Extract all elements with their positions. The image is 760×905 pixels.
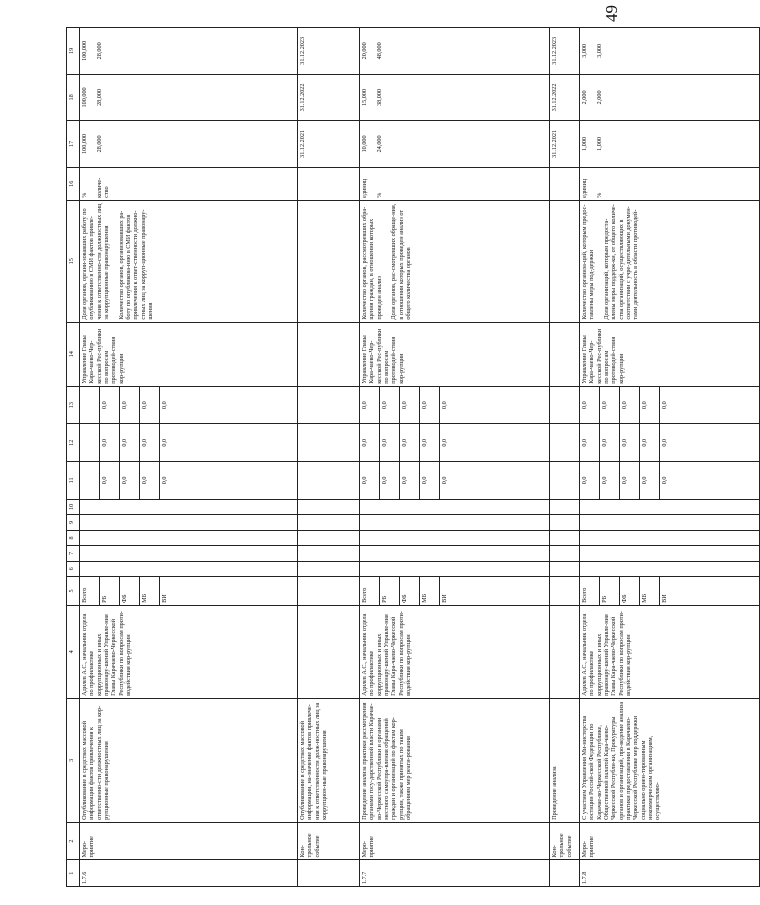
funding-source-label: ВИ	[161, 594, 168, 603]
empty-cell-col-10	[360, 499, 550, 514]
funding-source-label: МБ	[420, 577, 440, 605]
funding-source-label: МБ	[140, 577, 160, 605]
column-number-15: 15	[67, 200, 80, 322]
funding-value: 0,0	[140, 462, 160, 499]
table-body	[80, 28, 760, 887]
funding-source-label: ФБ	[120, 577, 140, 605]
funding-value: 0,0	[661, 401, 668, 409]
funding-source-label: ВИ	[661, 594, 668, 603]
column-number-9: 9	[67, 515, 80, 530]
column-number-4: 4	[67, 605, 80, 698]
indicator-value-2023: 20,000 48,000	[360, 28, 550, 75]
funding-source-label: РБ	[600, 577, 620, 605]
funding-value: 0,0	[600, 462, 620, 499]
measure-row	[360, 28, 550, 887]
empty-cell-col-8	[360, 530, 550, 545]
funding-values-cell	[80, 386, 298, 424]
funding-source-label: ФБ	[620, 577, 640, 605]
funding-values-cell	[580, 462, 760, 500]
funding-value: 0,0	[661, 476, 668, 485]
funding-value: 0,0	[161, 438, 168, 447]
empty-cell-col-8	[298, 530, 360, 545]
measure-name: Проведение анализа практики рассмотрения органами госу-дарственной власти Карачае-во-Черкесской Республики и органами местного самоупра-вления обращений граждан и организаций по фактам кор-рупции, также принятых по таким обращениям мер реаги-рования	[360, 698, 550, 822]
funding-value: 0,0	[600, 424, 620, 461]
column-number-6: 6	[67, 561, 80, 576]
indicator-description	[550, 200, 580, 322]
funding-value: 0,0	[640, 387, 660, 424]
empty-cell-col-10	[550, 499, 580, 514]
empty-cell-col-9	[580, 515, 760, 530]
funding-value: 0,0	[620, 424, 640, 461]
funding-value: 0,0	[441, 438, 448, 447]
empty-cell-col-11	[298, 462, 360, 500]
row-type: Меро- приятие	[580, 822, 760, 860]
empty-cell-col-10	[80, 499, 298, 514]
funding-value: 0,0	[400, 462, 420, 499]
funding-value: 0,0	[100, 387, 120, 424]
funding-value: 0,0	[620, 387, 640, 424]
funding-value: 0,0	[140, 387, 160, 424]
responsible-person: Адилев А.С., начальник отдела по профилактике коррупционных и иных правонару-шений Управле-ния Главы Карачаево-Черкесской Республики по вопросам проти-водействия кор-рупции	[80, 605, 298, 698]
funding-source-label: ВИ	[441, 594, 448, 603]
empty-cell-col-7	[550, 546, 580, 561]
funding-value: 0,0	[400, 424, 420, 461]
empty-cell-col-7	[360, 546, 550, 561]
indicator-value-2022: 31.12.2022	[298, 74, 360, 120]
funding-source-label: Всего	[580, 577, 600, 605]
row-type: Меро- приятие	[80, 822, 298, 860]
funding-value: 0,0	[380, 424, 400, 461]
indicator-unit: единиц %	[580, 167, 760, 200]
empty-cell-col-11	[550, 462, 580, 500]
executor	[298, 322, 360, 386]
indicator-value-2021: 1,000 1,000	[580, 121, 760, 167]
column-number-8: 8	[67, 530, 80, 545]
funding-value: 0,0	[360, 424, 380, 461]
column-number-17: 17	[67, 121, 80, 167]
column-number-16: 16	[67, 167, 80, 200]
indicator-value-2021: 31.12.2021	[298, 121, 360, 167]
empty-cell-col-5	[298, 577, 360, 606]
row-number: 1.7.6	[80, 860, 298, 887]
funding-source-label: МБ	[640, 577, 660, 605]
column-number-10: 10	[67, 499, 80, 514]
column-number-7: 7	[67, 546, 80, 561]
empty-cell-col-8	[550, 530, 580, 545]
indicator-value-2022: 2,000 2,000	[580, 74, 760, 120]
funding-value: 0,0	[161, 476, 168, 485]
funding-value: 0,0	[600, 387, 620, 424]
indicator-description: Доля органов, органи-зовавших работу по опубликованию в СМИ фактов привле-чения к ответственно-сти должностных лиц за коррупционные правонарушения Количество органов, организовавших ра-боту по опубликова-нию в СМИ фактов привлечения к ответ-ственности должно-стных лиц за корруп-ционные правонару-шения	[80, 200, 298, 322]
funding-source-cell	[80, 577, 298, 606]
funding-values-cell	[360, 462, 550, 500]
row-number	[298, 860, 360, 887]
measure-row	[580, 28, 760, 887]
indicator-value-2023: 100,000 28,000	[80, 28, 298, 75]
empty-cell-col-7	[80, 546, 298, 561]
control-event-row	[550, 28, 580, 887]
row-type: Кон-трольное событие	[550, 822, 580, 860]
empty-cell-col-6	[550, 561, 580, 576]
responsible-person	[550, 605, 580, 698]
funding-value	[80, 387, 100, 424]
executor	[550, 322, 580, 386]
empty-cell-col-9	[360, 515, 550, 530]
funding-values-cell	[360, 424, 550, 462]
empty-cell-col-7	[298, 546, 360, 561]
indicator-value-2023: 31.12.2023	[550, 28, 580, 75]
funding-value: 0,0	[400, 387, 420, 424]
indicator-description: Количество организа-ций, которым предос-тавлены меры под-держки Доля организаций, которым предоста-влены меры поддерж-ки, от общего количе-ства организаций, осуществляющих в соответствии с учре-дительными докумен-тами деятельность в области противодей-	[580, 200, 760, 322]
measure-row	[80, 28, 298, 887]
funding-source-label: Всего	[360, 577, 380, 605]
funding-source-label: РБ	[100, 577, 120, 605]
indicator-unit: % количе-ство	[80, 167, 298, 200]
measure-name: Опубликование в средствах массовой информации фактов привлечения к ответственно-сти должностных лиц за кор-рупционные правонарушения	[80, 698, 298, 822]
funding-value: 0,0	[100, 424, 120, 461]
program-table	[66, 27, 760, 887]
indicator-unit: единиц %	[360, 167, 550, 200]
indicator-unit	[298, 167, 360, 200]
row-type: Кон-трольное событие	[298, 822, 360, 860]
control-event-row	[298, 28, 360, 887]
empty-cell-col-12	[550, 424, 580, 462]
funding-value	[80, 462, 100, 499]
indicator-value-2023: 3,000 3,000	[580, 28, 760, 75]
funding-values-cell	[580, 386, 760, 424]
empty-cell-col-13	[550, 386, 580, 424]
funding-value: 0,0	[420, 424, 440, 461]
empty-cell-col-6	[298, 561, 360, 576]
funding-source-label: ФБ	[400, 577, 420, 605]
column-number-3: 3	[67, 698, 80, 822]
empty-cell-col-12	[298, 424, 360, 462]
empty-cell-col-9	[550, 515, 580, 530]
empty-cell-col-9	[298, 515, 360, 530]
funding-values-cell	[580, 424, 760, 462]
empty-cell-col-5	[550, 577, 580, 606]
funding-source-label: РБ	[380, 577, 400, 605]
funding-value: 0,0	[140, 424, 160, 461]
funding-values-cell	[80, 462, 298, 500]
measure-name: Проведение анализа	[550, 698, 580, 822]
funding-value: 0,0	[380, 387, 400, 424]
responsible-person: Адилев А.С., начальник отдела по профилактике коррупционных и иных правонару-шений Управле-ния Главы Кара-чаево-Черкесской Республики по вопросам проти-водействия кор-рупции	[360, 605, 550, 698]
funding-source-label: Всего	[80, 577, 100, 605]
row-type: Меро- приятие	[360, 822, 550, 860]
column-number-13: 13	[67, 386, 80, 424]
funding-value: 0,0	[620, 462, 640, 499]
column-number-12: 12	[67, 424, 80, 462]
funding-values-cell	[360, 386, 550, 424]
funding-value: 0,0	[120, 424, 140, 461]
indicator-value-2022: 100,000 28,000	[80, 74, 298, 120]
column-number-11: 11	[67, 462, 80, 500]
indicator-value-2022: 31.12.2022	[550, 74, 580, 120]
funding-value: 0,0	[580, 462, 600, 499]
funding-value: 0,0	[360, 462, 380, 499]
funding-value: 0,0	[580, 387, 600, 424]
indicator-value-2022: 15,000 38,000	[360, 74, 550, 120]
funding-value: 0,0	[580, 424, 600, 461]
column-number-14: 14	[67, 322, 80, 386]
empty-cell-col-6	[360, 561, 550, 576]
indicator-description: Количество органов, рассмотревших обра-щения граждан, в отношении которых проведен анализ Доля органов, рас-смотревших обраще-ния, в отношении которых проведен анализ от общего количества органов	[360, 200, 550, 322]
indicator-unit	[550, 167, 580, 200]
funding-value: 0,0	[100, 462, 120, 499]
funding-value: 0,0	[420, 462, 440, 499]
funding-value: 0,0	[441, 401, 448, 409]
indicator-value-2023: 31.12.2023	[298, 28, 360, 75]
measure-name: С участием Управления Ми-нистерства юстиции Россий-ской Федерации по Карачае-во-Черкесской Республике, Общественной палатой Кара-чаево-Черкесской Республи-ки, Прокуратуры органов и организаций, про-ведение анализа практики предоставления в Карачаево-Черкесской Республике мер поддержки социально ориен-тированным некоммерческим организациям, осуществляю-	[580, 698, 760, 822]
funding-value: 0,0	[640, 462, 660, 499]
funding-value: 0,0	[420, 387, 440, 424]
empty-cell-col-6	[580, 561, 760, 576]
column-number-header	[67, 28, 80, 887]
empty-cell-col-8	[80, 530, 298, 545]
empty-cell-col-10	[580, 499, 760, 514]
indicator-description	[298, 200, 360, 322]
column-number-19: 19	[67, 28, 80, 75]
indicator-value-2021: 100,000 28,000	[80, 121, 298, 167]
funding-values-cell	[80, 424, 298, 462]
funding-value: 0,0	[360, 387, 380, 424]
empty-cell-col-7	[580, 546, 760, 561]
measure-name: Опубликование в средствах массовой информации, на-значение фактов привлече-ния к ответственности долж-ностных лиц за коррупцион-ные правонарушения	[298, 698, 360, 822]
empty-cell-col-9	[80, 515, 298, 530]
empty-cell-col-13	[298, 386, 360, 424]
row-number: 1.7.8	[580, 860, 760, 887]
empty-cell-col-10	[298, 499, 360, 514]
executor: Управление Главы Кара-чаево-Чер-кесской Рес-публики по вопросам противодей-ствия кор-рупции	[80, 322, 298, 386]
funding-value: 0,0	[441, 476, 448, 485]
funding-value: 0,0	[380, 462, 400, 499]
program-table-sheet	[66, 27, 668, 887]
funding-value: 0,0	[161, 401, 168, 409]
funding-value: 0,0	[120, 387, 140, 424]
funding-value	[80, 424, 100, 461]
funding-value: 0,0	[661, 438, 668, 447]
funding-source-cell	[360, 577, 550, 606]
column-number-1: 1	[67, 860, 80, 887]
empty-cell-col-8	[580, 530, 760, 545]
responsible-person	[298, 605, 360, 698]
column-number-18: 18	[67, 74, 80, 120]
page-number: 49	[602, 5, 621, 22]
executor: Управление Главы Кара-чаево-Чер-кесской Рес-публики по вопросам противодей-ствия кор-рупции	[360, 322, 550, 386]
indicator-value-2021: 10,000 24,000	[360, 121, 550, 167]
indicator-value-2021: 31.12.2021	[550, 121, 580, 167]
empty-cell-col-6	[80, 561, 298, 576]
column-number-2: 2	[67, 822, 80, 860]
funding-value: 0,0	[120, 462, 140, 499]
executor: Управление Главы Кара-чаево-Чер-кесской Рес-публики по вопросам противодей-ствия кор-рупции	[580, 322, 760, 386]
funding-value: 0,0	[640, 424, 660, 461]
row-number	[550, 860, 580, 887]
funding-source-cell	[580, 577, 760, 606]
responsible-person: Адилев А.С., начальник отдела по профилактике коррупционных и иных правонару-шений Управле-ния Главы Кара-чаево-Черкесской Республики по вопросам проти-водействия кор-рупции	[580, 605, 760, 698]
column-number-5: 5	[67, 577, 80, 606]
row-number: 1.7.7	[360, 860, 550, 887]
